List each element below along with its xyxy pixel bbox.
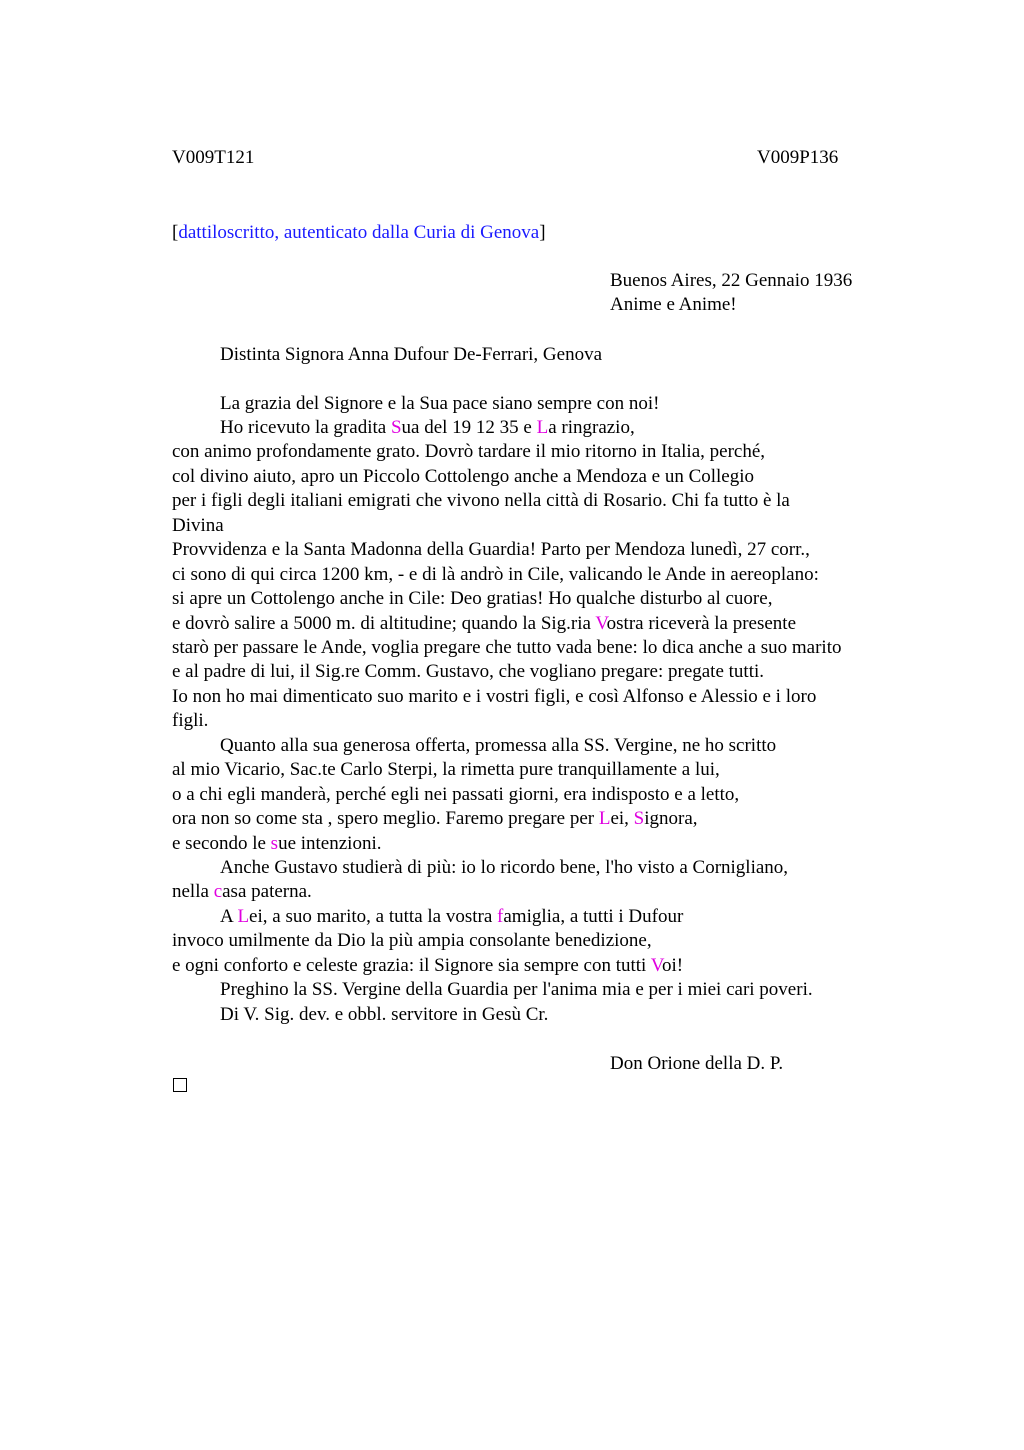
body-line: e dovrò salire a 5000 m. di altitudine; quando la Sig.ria Vostra riceverà la presente — [172, 613, 797, 634]
note-open-bracket: [ — [172, 222, 179, 243]
body-line: Preghino la SS. Vergine della Guardia per l'anima mia e per i miei cari poveri. — [220, 979, 813, 1000]
body-line: La grazia del Signore e la Sua pace siano sempre con noi! — [220, 393, 660, 414]
body-line: nella casa paterna. — [172, 881, 312, 902]
body-line: Io non ho mai dimenticato suo marito e i vostri figli, e così Alfonso e Alessio e i loro — [172, 686, 817, 707]
body-line: Anche Gustavo studierà di più: io lo ricordo bene, l'ho visto a Cornigliano, — [220, 857, 789, 878]
empty-box-icon — [173, 1078, 187, 1092]
salutation: Distinta Signora Anna Dufour De-Ferrari, Genova — [220, 344, 603, 365]
body-line: col divino aiuto, apro un Piccolo Cottolengo anche a Mendoza e un Collegio — [172, 466, 755, 487]
body-line: al mio Vicario, Sac.te Carlo Sterpi, la rimetta pure tranquillamente a lui, — [172, 759, 720, 780]
body-line: si apre un Cottolengo anche in Cile: Deo gratias! Ho qualche disturbo al cuore, — [172, 588, 773, 609]
right-code: V009P136 — [757, 147, 839, 168]
body-line: o a chi egli manderà, perché egli nei passati giorni, era indisposto e a letto, — [172, 784, 740, 805]
transcription-note — [172, 221, 546, 246]
body-line: Di V. Sig. dev. e obbl. servitore in Gesù Cr. — [220, 1004, 549, 1025]
body-line: Divina — [172, 515, 224, 536]
motto: Anime e Anime! — [610, 294, 737, 315]
body-line: e ogni conforto e celeste grazia: il Signore sia sempre con tutti Voi! — [172, 955, 684, 976]
body-line: con animo profondamente grato. Dovrò tardare il mio ritorno in Italia, perché, — [172, 441, 766, 462]
body-line: ci sono di qui circa 1200 km, - e di là andrò in Cile, valicando le Ande in aereoplano: — [172, 564, 819, 585]
body-line: Quanto alla sua generosa offerta, promessa alla SS. Vergine, ne ho scritto — [220, 735, 777, 756]
body-line: A Lei, a suo marito, a tutta la vostra famiglia, a tutti i Dufour — [220, 906, 684, 927]
body-line: Ho ricevuto la gradita Sua del 19 12 35 e La ringrazio, — [220, 417, 635, 438]
body-line: ora non so come sta , spero meglio. Faremo pregare per Lei, Signora, — [172, 808, 698, 829]
note-text: dattiloscritto, autenticato dalla Curia di Genova — [178, 222, 540, 243]
signature: Don Orione della D. P. — [610, 1053, 784, 1074]
body-line: figli. — [172, 710, 209, 731]
body-line: e secondo le sue intenzioni. — [172, 833, 382, 854]
body-line: e al padre di lui, il Sig.re Comm. Gustavo, che vogliano pregare: pregate tutti. — [172, 661, 765, 682]
place-date: Buenos Aires, 22 Gennaio 1936 — [610, 270, 853, 291]
body-line: invoco umilmente da Dio la più ampia consolante benedizione, — [172, 930, 652, 951]
note-close-bracket: ] — [539, 222, 546, 243]
body-line: Provvidenza e la Santa Madonna della Guardia! Parto per Mendoza lunedì, 27 corr., — [172, 539, 810, 560]
body-line: per i figli degli italiani emigrati che vivono nella città di Rosario. Chi fa tutto è la — [172, 490, 790, 511]
body-line: starò per passare le Ande, voglia pregare che tutto vada bene: lo dica anche a suo marito — [172, 637, 842, 658]
left-code: V009T121 — [172, 147, 255, 168]
